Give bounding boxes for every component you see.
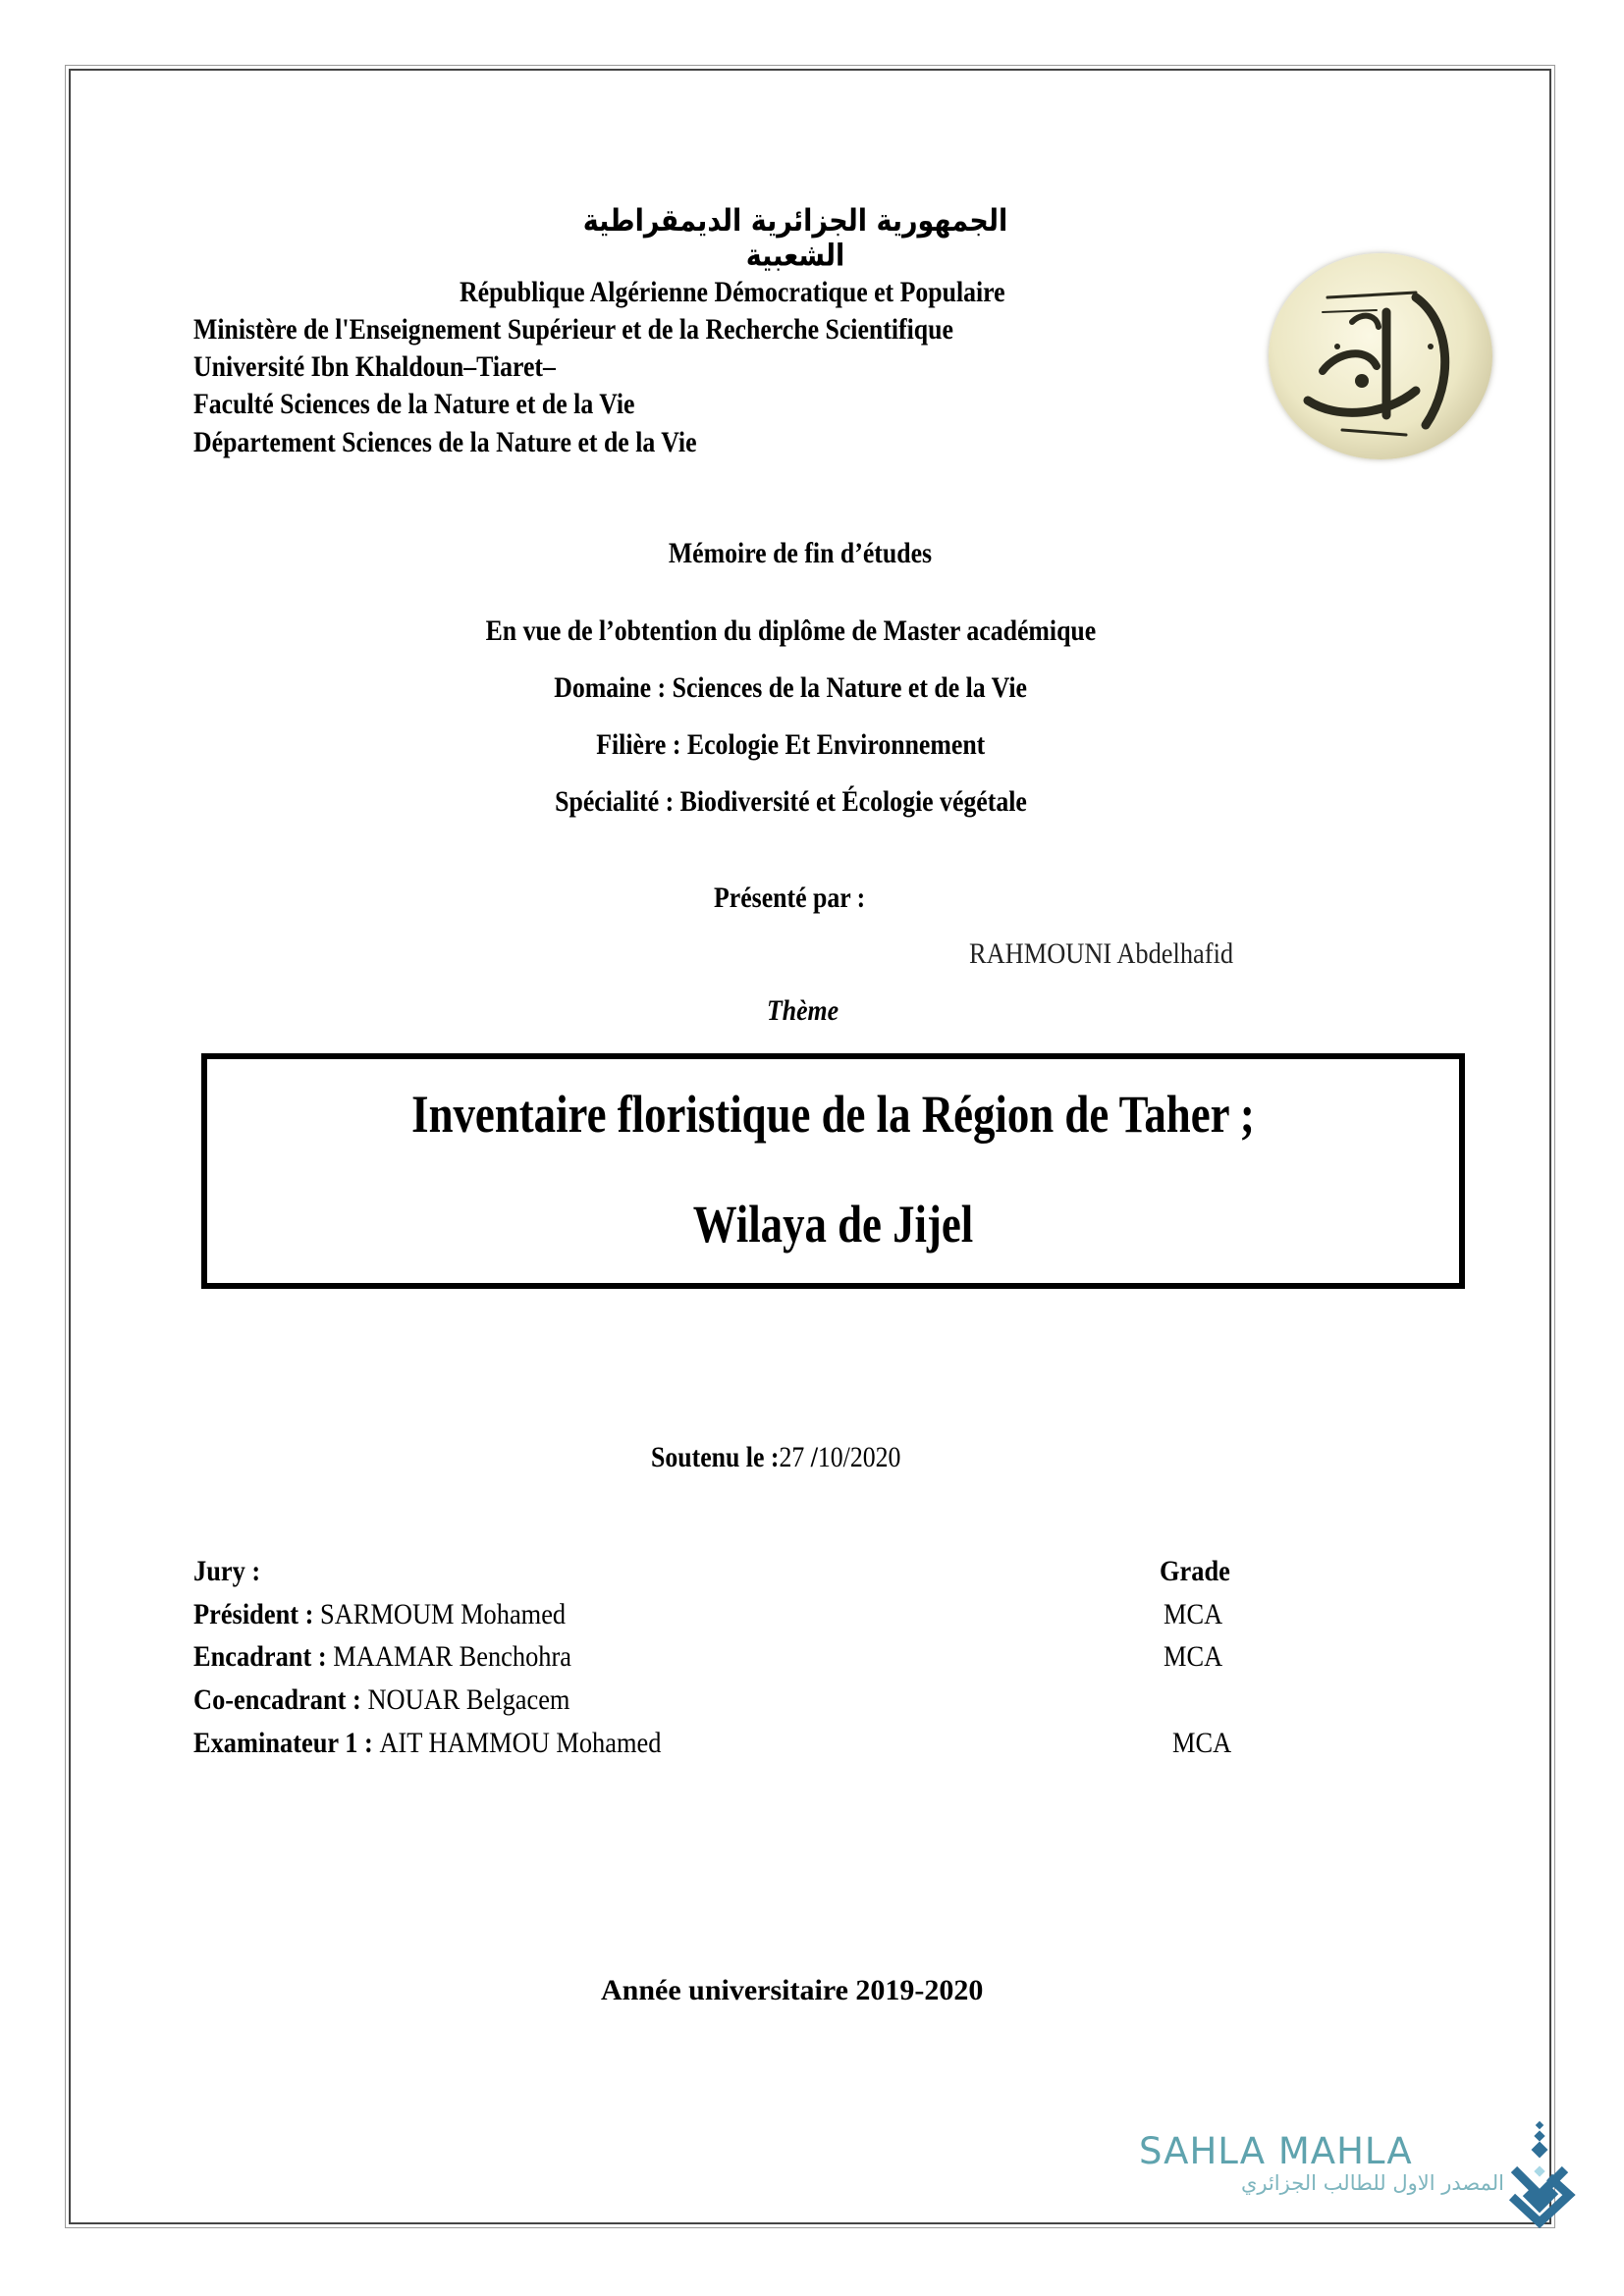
jury-member-examinateur bbox=[193, 1726, 661, 1761]
domain-line bbox=[0, 671, 1602, 705]
university-seal-icon bbox=[1269, 253, 1492, 459]
jury-role: Co-encadrant : bbox=[193, 1683, 368, 1716]
jury-name: MAAMAR Benchohra bbox=[333, 1640, 571, 1673]
jury-name: SARMOUM Mohamed bbox=[320, 1598, 567, 1630]
defense-day: 27 bbox=[779, 1441, 811, 1473]
jury-label: Jury : bbox=[193, 1555, 261, 1587]
university-name: Université Ibn Khaldoun–Tiaret– bbox=[193, 350, 556, 383]
faculty-name: Faculté Sciences de la Nature et de la Vie bbox=[193, 388, 635, 420]
degree-line bbox=[0, 614, 1602, 648]
field-line bbox=[0, 728, 1602, 762]
arabic-republic-title: الجمهورية الجزائرية الديمقراطية الشعبية bbox=[582, 203, 1008, 274]
defense-label: Soutenu le : bbox=[651, 1441, 780, 1473]
republic-name: République Algérienne Démocratique et Populaire bbox=[460, 276, 1005, 308]
watermark-tagline: المصدر الاول للطالب الجزائري bbox=[1240, 2171, 1504, 2195]
academic-year: Année universitaire 2019-2020 bbox=[601, 1974, 984, 2006]
field-text: Filière : Ecologie Et Environnement bbox=[595, 728, 986, 761]
sahla-mahla-emblem-icon bbox=[1504, 2120, 1579, 2228]
grade-header: Grade bbox=[1160, 1555, 1230, 1587]
defense-slash: / bbox=[810, 1441, 818, 1473]
department-name: Département Sciences de la Nature et de la Vie bbox=[193, 426, 697, 458]
thesis-title-line-2: Wilaya de Jijel bbox=[692, 1195, 974, 1254]
jury-role: Président : bbox=[193, 1598, 321, 1630]
jury-member-encadrant bbox=[193, 1639, 571, 1675]
specialty-line bbox=[0, 785, 1602, 819]
jury-grade: MCA bbox=[1164, 1640, 1223, 1673]
author-name: RAHMOUNI Abdelhafid bbox=[969, 937, 1234, 970]
presented-by-label: Présenté par : bbox=[714, 881, 866, 914]
jury-member-president bbox=[193, 1597, 566, 1632]
jury-name: NOUAR Belgacem bbox=[367, 1683, 570, 1716]
jury-role: Encadrant : bbox=[193, 1640, 334, 1673]
jury-grade: MCA bbox=[1164, 1598, 1223, 1630]
defense-month-year: 10/2020 bbox=[817, 1441, 901, 1473]
jury-member-co-encadrant bbox=[193, 1682, 569, 1718]
thesis-type bbox=[0, 537, 1612, 570]
jury-grade: MCA bbox=[1172, 1727, 1232, 1759]
thesis-title-box bbox=[201, 1053, 1465, 1289]
domain-text: Domaine : Sciences de la Nature et de la Vie bbox=[554, 671, 1027, 704]
ministry-name: Ministère de l'Enseignement Supérieur et de la Recherche Scientifique bbox=[193, 313, 953, 346]
degree-text: En vue de l’obtention du diplôme de Master académique bbox=[485, 614, 1096, 647]
jury-name: AIT HAMMOU Mohamed bbox=[379, 1727, 662, 1759]
specialty-text: Spécialité : Biodiversité et Écologie végétale bbox=[554, 785, 1027, 818]
theme-label: Thème bbox=[767, 994, 839, 1027]
watermark-brand: SAHLA MAHLA bbox=[1139, 2130, 1413, 2172]
jury-role: Examinateur 1 : bbox=[193, 1727, 380, 1759]
thesis-title-line-1: Inventaire floristique de la Région de Taher ; bbox=[411, 1085, 1255, 1144]
defense-date bbox=[651, 1441, 900, 1474]
thesis-type-text: Mémoire de fin d’études bbox=[668, 537, 933, 569]
